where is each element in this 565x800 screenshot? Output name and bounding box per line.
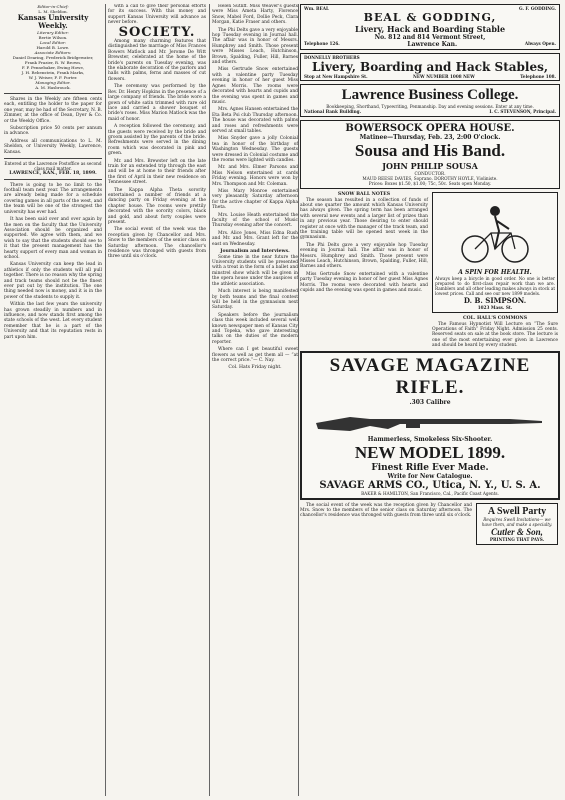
business-college-desc: Bookkeeping, Shorthand, Typewriting, Penmanship. Day and evening sessions. Enter at any time. <box>326 104 534 109</box>
society-paragraph: The Phi Delts gave a very enjoyable hop Tuesday evening in Journal hall. The affair was in honor of Messrs. Humphrey and Smith. Those present were Misses Leach, Hutchinson, Brown, Spalding, Fuller, Hill, Barnes and others. <box>212 27 298 66</box>
donnelly-top: DONNELLY BROTHERS <box>304 55 360 60</box>
editor-label: Editor-in-Chief: <box>37 4 69 9</box>
communications-text: Address all communications to L. M. Sheldon, or University Weekly, Lawrence, Kansas. <box>4 138 102 155</box>
beal-left: Wm. BEAL <box>304 6 329 11</box>
bottom-notice <box>300 503 472 548</box>
commons-heading: COL. HALL'S COMMONS <box>462 316 528 321</box>
rifle-catalog: Write for New Catalogue. <box>387 472 473 480</box>
donnelly-footer <box>304 74 556 79</box>
snow-ball-notes <box>300 192 428 351</box>
snow-ball-text: The Phi Delts gave a very enjoyable hop Tuesday evening in Journal hall. The affair was in honor of Messrs. Humphrey and Smith. Those present were Misses Leach, Hutchinson, Brown, Spalding, Fuller, Hill, Barnes and others. <box>300 242 428 270</box>
business-college-left: National Bank Building. <box>304 109 362 114</box>
literary-label: Literary Editor: <box>37 30 69 35</box>
beal-address: No. 812 and 814 Vermont Street, <box>374 34 486 41</box>
news-paragraph: Some time in the near future the University students will be presented with a treat in the form of a ballet and minstrel show which will be given in the opera house under the auspices of the athletic association. <box>212 254 298 287</box>
society-paragraph: The ceremony was performed by the Rev. Dr. Henry Hopkins in the presence of a large company of friends. The bride wore a gown of white satin trimmed with rare old lace and carried a shower bouquet of bride's roses. Miss Marion Matlock was the maid of honor. <box>108 84 206 122</box>
opera-leader: JOHN PHILIP SOUSA <box>382 161 478 171</box>
beal-title: BEAL & GODDING, <box>363 11 497 24</box>
bottom-text: The social event of the week was the reception given by Chancellor and Mrs. Snow to the members of the senior class on Saturday afternoon. The chancellor's residence was thronged with guests from three until six o'clock. <box>300 502 472 519</box>
society-paragraph: Mrs. Agnes Hansen entertained the Eta Beta Psi club Thursday afternoon. The house was decorated with palms and roses and refreshments were served at small tables. <box>212 107 298 134</box>
society-paragraph: The Kappa Alpha Theta sorority entertained a number of friends at a dancing party on Friday evening at the chapter house. The rooms were prettily decorated with the sorority colors, black and gold, and about forty couples were present. <box>108 187 206 226</box>
bottom-ad-row <box>300 503 560 548</box>
donnelly-ad <box>300 53 560 81</box>
column-rule <box>298 4 299 796</box>
bicycle-ad <box>432 192 558 313</box>
beal-always: Always Open. <box>524 41 556 46</box>
bicycle-dealer: D. B. SIMPSON. <box>463 296 527 305</box>
rifle-finest: Finest Rifle Ever Made. <box>371 462 489 473</box>
beal-city: Lawrence Kan. <box>407 41 458 48</box>
associates-line: Daniel Dearing, Frederick Bridgewater, <box>12 55 94 60</box>
swell-printer: Cutler & Son, <box>491 526 543 537</box>
opera-conductor: CONDUCTOR. <box>414 171 446 176</box>
society-paragraph: Mr. and Mrs. Elmer Parsons and Miss Nelson entertained at cards Friday evening. Honors were won by Mrs. Thompson and Mr. Coleman. <box>212 165 298 187</box>
society-paragraph: Among many charming features that distinguished the marriage of Miss Frances Bowers Matlock and Mr. Jerome De Witt Brewster, celebrated at the home of the bride's parents on Tuesday evening, was the elaborate decoration of the parlors and halls with palms, ferns and masses of cut flowers. <box>108 39 206 82</box>
editor-name: L. M. Sheldon. <box>38 9 68 14</box>
swell-text: Requires Swell Invitations— we have them, and make a specialty. <box>481 516 553 527</box>
rifle-company: SAVAGE ARMS CO., Utica, N. Y., U. S. A. <box>319 479 541 491</box>
society-paragraph: Mrs. Alice Jones, Miss Edna Rush and Mr. and Mrs. Grant left for the east on Wednesday. <box>212 230 298 247</box>
entered-note: Entered at the Lawrence Postoffice as second class mail matter. <box>4 161 102 172</box>
donnelly-title: Livery, Boarding and Hack Stables, <box>311 60 549 74</box>
opera-soloists: MAUD REESE DAVIES, Soprano. DOROTHY HOYLE, Violiniste. <box>362 176 498 181</box>
bicycle-title: A SPIN FOR HEALTH. <box>458 269 532 276</box>
bicycle-text: Always keep a bicycle in good order. No one is better prepared to do first-class repair work than we are. Ramblers and all other leading makes always in stock at lowest prices. Call and see our new 1899 models. <box>435 276 556 296</box>
business-college-ad <box>300 84 560 117</box>
snow-ball-text: Miss Gertrude Snow entertained with a valentine party Tuesday evening in honor of her guest Miss Agnes Morris. The rooms were decorated with hearts and cupids and the evening was spent in games and music. <box>300 271 428 294</box>
advertisements-column <box>300 4 560 796</box>
rifle-illustration <box>310 407 550 435</box>
rifle-title: SAVAGE MAGAZINE RIFLE. <box>329 354 531 398</box>
commons-notice <box>432 316 558 349</box>
manager-label: Managing Editor. <box>35 80 71 85</box>
swell-title: A Swell Party <box>487 505 547 517</box>
opera-show: Sousa and His Band. <box>354 141 506 160</box>
associates-line: F. P. Pennebaker, Ewing Howe, <box>21 65 85 70</box>
savage-rifle-ad <box>300 351 560 500</box>
society-paragraph: Miss Mary Monroe entertained very pleasantly Saturday afternoon for the active chapter of Kappa Alpha Theta. <box>212 189 298 211</box>
beal-subtitle: Livery, Hack and Boarding Stable <box>354 24 506 34</box>
continued-text: with a call to give their personal efforts for its success. With this money and support Kansas University will advance as never before. <box>108 4 206 26</box>
beal-footer <box>304 41 556 48</box>
column-1 <box>4 4 102 796</box>
rifle-agents: BAKER & HAMILTON, San Francisco, Cal., Pacific Coast Agents. <box>361 490 499 496</box>
snow-ball-heading: SNOW BALL NOTES <box>337 192 391 197</box>
associates-label: Associate Editors: <box>34 50 72 55</box>
hat-ad: Col. Hats Friday night. <box>228 365 282 371</box>
opera-title: BOWERSOCK OPERA HOUSE. <box>345 123 515 134</box>
paper-title: Kansas University Weekly. <box>17 13 89 30</box>
masthead <box>4 4 102 94</box>
associates-line: W. J. Weiser, F. F. Porter. <box>28 75 78 80</box>
local-label: Local Editor: <box>39 40 67 45</box>
cyclist-illustration <box>455 197 535 267</box>
society-paragraph: Mrs. Louise Heath entertained the faculty of the school of Music Thursday evening after the concert. <box>212 212 298 229</box>
commons-text: The Famous Hypnotist Will Lecture on “The Sure Operations of Faith” Friday Night. Admission 25 cents. Reserved seats on sale at the book store. The lecture is one of the most entertaining ever given in Lawrence and should be heard by every student. <box>432 321 558 349</box>
associates-line: J. H. Rebenstein, Frank Marks, <box>21 70 85 75</box>
society-heading: SOCIETY. <box>118 24 196 40</box>
opera-house-ad <box>300 120 560 189</box>
rifle-model: NEW MODEL 1899. <box>354 442 506 462</box>
continued-text: Helen Sutliff. Miss Weaver's guests were Miss Ameta Harty, Florence Snow, Mabel Ford, Dollie Peck, Clara Morgan, Katie Fraser and others. <box>212 4 298 26</box>
business-college-title: Lawrence Business College. <box>341 87 519 103</box>
local-name: Harold B. Lowe. <box>36 45 70 50</box>
rifle-caliber: .303 Calibre <box>409 398 451 406</box>
business-college-footer <box>304 109 556 114</box>
bicycle-column <box>432 192 558 351</box>
intro-text: Shares in the Weekly are fifteen cents each, entitling the holder to the paper for one year, may be had of the Secretary, N. B. Zimmer, at the office of Dean, Dyer & Co. or the Weekly Office. <box>4 97 102 124</box>
subscription-text: Subscription price 50 cents per annum in advance. <box>4 126 102 137</box>
entered-block <box>4 158 102 180</box>
editorial-paragraph: Kansas University can keep the lead in athletics if only the students will all pull together. There is no reason why the spring and track teams should not be the finest ever put out by the institution. The one thing needed now is money, and it is in the power of the students to supply it. <box>4 262 102 300</box>
donnelly-right: Telephone 108. <box>520 74 556 79</box>
donnelly-address: NEW NUMBER 1008 NEW <box>413 74 475 79</box>
society-paragraph: Mr. and Mrs. Brewster left on the late train for an extended trip through the east and will be at home to their friends after the first of April in their new residence on Tennessee street. <box>108 158 206 186</box>
society-paragraph: Miss Snyder gave a jolly Colonial tea in honor of the birthday of Washington Wednesday. The guests were dressed in Colonial costume and the rooms were lighted with candles. <box>212 136 298 163</box>
flower-ad: Where can I get beautiful sweet flowers as well as get them all — “at the correct price.”— C. Nay. <box>212 347 298 363</box>
news-paragraph: Speakers before the journalism class this week included several well known newspaper men of Kansas City and Topeka, who gave interesting talks on the duties of the modern reporter. <box>212 312 298 345</box>
news-paragraph: Much interest is being manifested by both teams and the final contest will be held in the gymnasium next Saturday. <box>212 289 298 311</box>
bicycle-address: 1023 Mass. St. <box>477 305 513 310</box>
beal-phone: Telephone 126. <box>304 41 340 46</box>
column-rule <box>209 4 210 796</box>
associates-line: Frank Frazier, R. W. Brown, <box>24 60 82 65</box>
opera-prices: Prices: Boxes $1.50, $1.00; 75c, 50c. Seats open Monday. <box>368 181 492 186</box>
snow-ball-text: The season has resulted in a collection of funds of about one quarter the amount which Kansas University has always given. The spring term has been arranged with several new events and a larger list of prizes than in any previous year. Those desiring to enter should register at once with the manager of the track team, and the training table will be opened next week in the gymnasium. <box>300 197 428 241</box>
middle-ad-row <box>300 192 560 351</box>
society-paragraph: Miss Gertrude Snow entertained with a valentine party Tuesday evening in honor of her guest Miss Agnes Morris. The rooms were decorated with hearts and cupids and the evening was spent in games and music. <box>212 67 298 105</box>
opera-date: Matinee—Thursday, Feb. 23, 2:00 O'clock. <box>359 134 501 141</box>
column-3 <box>212 4 298 796</box>
beal-right: G. F. GODDING. <box>519 6 556 11</box>
editorial-paragraph: It has been said over and over again by the men on the faculty that the University Association should be organized and supported. We agree with them, and we wish to say that the students should see to it that the present management has the hearty support of every man and woman in school. <box>4 217 102 260</box>
manager-name: A. M. Hasbrouck. <box>35 85 71 90</box>
editorial-paragraph: There is going to be no limit to the football team next year. The arrangements are already being made for a schedule covering games in all parts of the west, and the team will be one of the strongest the university has ever had. <box>4 182 102 215</box>
literary-name: Bertie Wilson. <box>38 35 68 40</box>
rifle-tagline: Hammerless, Smokeless Six-Shooter. <box>367 435 493 443</box>
swell-tag: PRINTING THAT PAYS. <box>489 536 545 542</box>
dateline: LAWRENCE, KAN., FEB. 18, 1899. <box>9 171 97 177</box>
business-college-right: I. C. STEVENSON, Principal. <box>489 109 556 114</box>
society-paragraph: The social event of the week was the reception given by Chancellor and Mrs. Snow to the members of the senior class on Saturday afternoon. The chancellor's residence was thronged with guests from three until six o'clock. <box>108 227 206 260</box>
journalism-heading: Journalism and Interviews. <box>220 249 290 255</box>
column-rule <box>105 4 106 796</box>
swell-party-ad <box>476 503 558 545</box>
column-2 <box>108 4 206 796</box>
society-paragraph: A reception followed the ceremony, and the guests were received by the bride and groom assisted by the parents of the bride. Refreshments were served in the dining room which was decorated in pink and green. <box>108 124 206 157</box>
beal-godding-ad <box>300 4 560 50</box>
donnelly-left: Stop at New Hampshire St. <box>304 74 368 79</box>
editorial-paragraph: Within the last few years the university has grown steadily in numbers and in influence, and now stands first among the state schools of the west. Let every student remember that he is a part of the University and that its reputation rests in part upon him. <box>4 302 102 340</box>
